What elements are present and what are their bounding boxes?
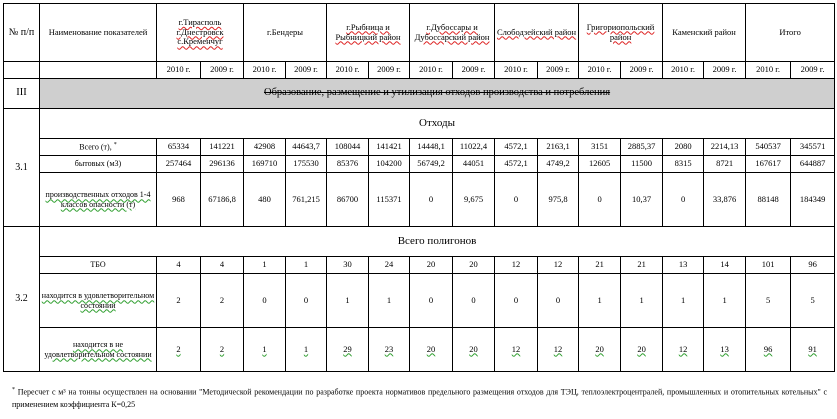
cell: 30 [327,257,369,274]
year-2010: 2010 г. [663,62,704,79]
cell: 9,675 [453,173,495,227]
header-region-rybnitsa: г.Рыбница и Рыбницкий район [327,4,410,62]
cell: 1 [286,328,327,372]
cell: 21 [621,257,663,274]
cell: 1 [579,274,621,328]
cell: 2080 [663,139,704,156]
cell: 12 [538,328,579,372]
cell: 0 [244,274,286,328]
cell: 67186,8 [201,173,244,227]
cell: 968 [157,173,201,227]
cell: 11500 [621,156,663,173]
table-row [4,257,835,274]
cell: 480 [244,173,286,227]
cell: 4 [201,257,244,274]
cell: 85376 [327,156,369,173]
header-region-slobodzeya: Слободзейский район [495,4,579,62]
header-indicator-spacer [40,62,157,79]
year-2010: 2010 г. [327,62,369,79]
cell: 4572,1 [495,156,538,173]
block-title-waste: Отходы [40,109,835,139]
cell: 13 [663,257,704,274]
cell: 20 [410,257,453,274]
row-label-household: бытовых (м3) [40,156,157,173]
cell: 141221 [201,139,244,156]
cell: 29 [327,328,369,372]
cell: 20 [621,328,663,372]
cell: 2885,37 [621,139,663,156]
cell: 345571 [791,139,835,156]
cell: 24 [369,257,410,274]
row-label-satisfactory: находится в удовлетворительном состоянии [40,274,157,328]
table-row [4,156,835,173]
cell: 44643,7 [286,139,327,156]
cell: 0 [410,173,453,227]
block-title-landfills: Всего полигонов [40,227,835,257]
cell: 2 [157,274,201,328]
cell: 0 [663,173,704,227]
cell: 13 [704,328,746,372]
year-2009: 2009 г. [201,62,244,79]
cell: 101 [746,257,791,274]
year-2010: 2010 г. [157,62,201,79]
cell: 115371 [369,173,410,227]
header-num: № п/п [4,4,40,62]
cell: 12 [663,328,704,372]
cell: 20 [453,328,495,372]
table-row [4,328,835,372]
cell: 88148 [746,173,791,227]
cell: 5 [746,274,791,328]
row-label-total: Всего (т), * [40,139,157,156]
cell: 8315 [663,156,704,173]
year-2010: 2010 г. [746,62,791,79]
cell: 14 [704,257,746,274]
cell: 23 [369,328,410,372]
cell: 108044 [327,139,369,156]
cell: 1 [663,274,704,328]
header-region-kamenka: Каменский район [663,4,746,62]
table-row [4,139,835,156]
cell: 0 [538,274,579,328]
row-label-tbo: ТБО [40,257,157,274]
cell: 1 [621,274,663,328]
cell: 21 [579,257,621,274]
year-2009: 2009 г. [453,62,495,79]
cell: 104200 [369,156,410,173]
cell: 3151 [579,139,621,156]
cell: 12 [495,328,538,372]
cell: 184349 [791,173,835,227]
cell: 169710 [244,156,286,173]
year-2009: 2009 г. [791,62,835,79]
cell: 44051 [453,156,495,173]
cell: 257464 [157,156,201,173]
year-2009: 2009 г. [369,62,410,79]
cell: 96 [791,257,835,274]
year-2010: 2010 г. [244,62,286,79]
row-label-unsatisfactory: находится в не удовлетворительном состоянии [40,328,157,372]
cell: 2 [157,328,201,372]
cell: 0 [495,274,538,328]
cell: 10,37 [621,173,663,227]
cell: 0 [495,173,538,227]
cell: 91 [791,328,835,372]
cell: 14448,1 [410,139,453,156]
cell: 12 [495,257,538,274]
cell: 0 [453,274,495,328]
block-id-3-1: 3.1 [4,109,40,227]
header-total: Итого [746,4,835,62]
cell: 4749,2 [538,156,579,173]
cell: 167617 [746,156,791,173]
table-row [4,173,835,227]
footnote-text: Пересчет с м³ на тонны осуществлен на основании "Методической рекомендации по разработке проекта нормативов предельного размещения отходов для ТЭЦ, теплоэлектроцентралей, промышленных и отопительных котельных" с применением коэффициента К=0,25 [12,387,828,409]
cell: 0 [286,274,327,328]
cell: 0 [410,274,453,328]
header-num-spacer [4,62,40,79]
section-title: Образование, размещение и утилизация отходов производства и потребления [40,79,835,109]
year-2010: 2010 г. [410,62,453,79]
row-label-industrial: производственных отходов 1-4 классов опасности (т) [40,173,157,227]
table-row [4,274,835,328]
cell: 141421 [369,139,410,156]
cell: 65334 [157,139,201,156]
cell: 1 [286,257,327,274]
cell: 1 [704,274,746,328]
footnote [12,386,827,411]
cell: 175530 [286,156,327,173]
cell: 12605 [579,156,621,173]
cell: 2214,13 [704,139,746,156]
cell: 4572,1 [495,139,538,156]
cell: 86700 [327,173,369,227]
header-indicator: Наименование показателей [40,4,157,62]
cell: 2163,1 [538,139,579,156]
cell: 33,876 [704,173,746,227]
cell: 1 [244,328,286,372]
year-2009: 2009 г. [704,62,746,79]
footnote-mark: * [12,387,15,393]
cell: 296136 [201,156,244,173]
header-region-tiraspol: г.Тирасполь г.Днестровск с.Кременчуг [157,4,244,62]
cell: 1 [244,257,286,274]
header-region-bendery: г.Бендеры [244,4,327,62]
cell: 1 [327,274,369,328]
year-2009: 2009 г. [286,62,327,79]
cell: 20 [453,257,495,274]
cell: 12 [538,257,579,274]
cell: 4 [157,257,201,274]
cell: 644887 [791,156,835,173]
cell: 5 [791,274,835,328]
cell: 56749,2 [410,156,453,173]
cell: 540537 [746,139,791,156]
cell: 2 [201,328,244,372]
cell: 42908 [244,139,286,156]
header-region-dubossary: г.Дубоссары и Дубоссарский район [410,4,495,62]
year-2009: 2009 г. [538,62,579,79]
header-region-grigoriopol: Григориопольский район [579,4,663,62]
cell: 975,8 [538,173,579,227]
year-2009: 2009 г. [621,62,663,79]
year-2010: 2010 г. [579,62,621,79]
cell: 0 [579,173,621,227]
cell: 761,215 [286,173,327,227]
waste-statistics-table [3,3,835,372]
year-2010: 2010 г. [495,62,538,79]
cell: 11022,4 [453,139,495,156]
cell: 20 [579,328,621,372]
cell: 8721 [704,156,746,173]
section-id: III [4,79,40,109]
cell: 1 [369,274,410,328]
cell: 2 [201,274,244,328]
block-id-3-2: 3.2 [4,227,40,372]
cell: 96 [746,328,791,372]
cell: 20 [410,328,453,372]
